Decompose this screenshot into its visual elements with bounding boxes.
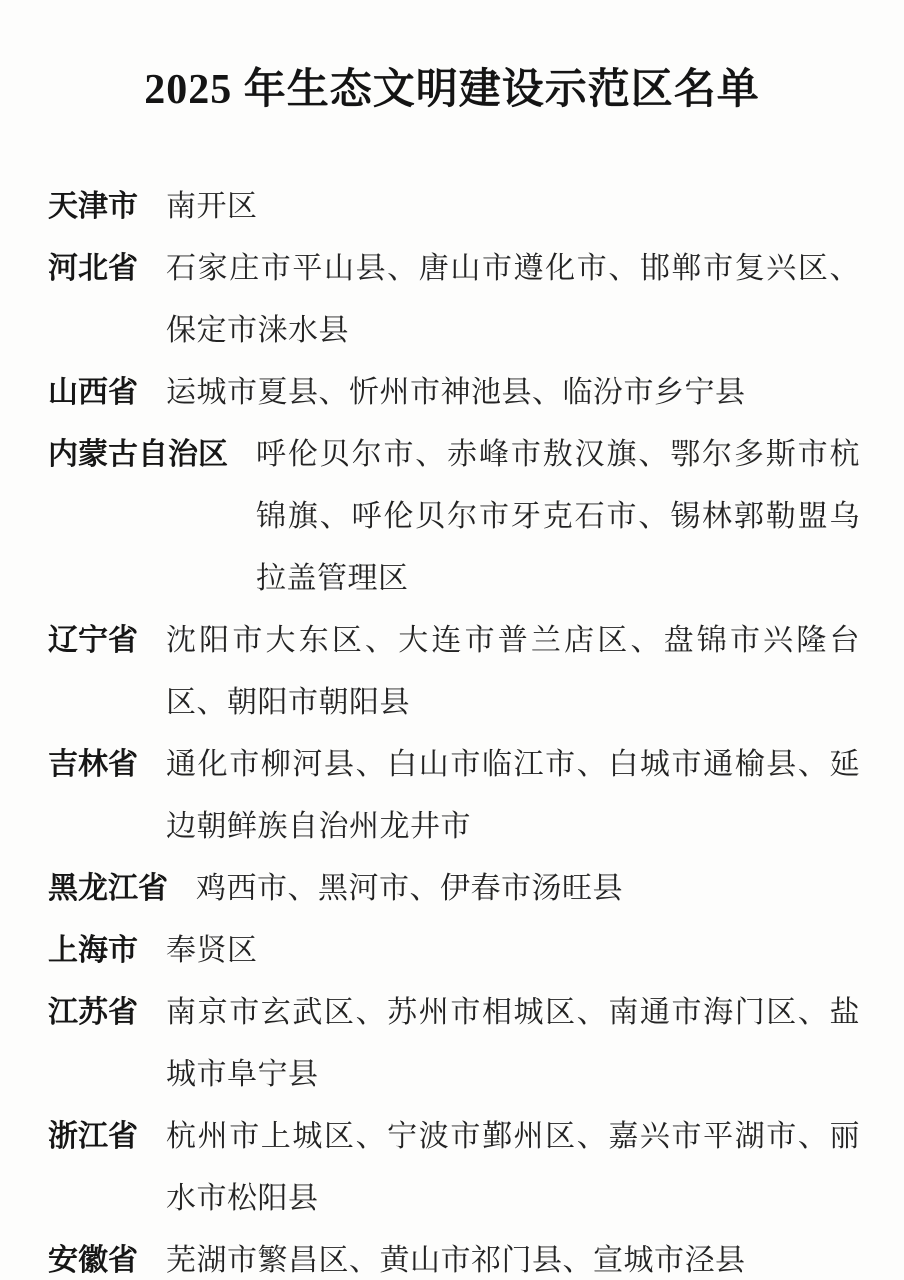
list-item	[48, 1106, 860, 1230]
list-item	[48, 734, 860, 858]
areas-text: 南开区	[166, 190, 258, 223]
region-label: 浙江省	[48, 1120, 138, 1153]
region-label: 安徽省	[48, 1244, 138, 1277]
region-label: 河北省	[48, 252, 138, 285]
region-label: 辽宁省	[48, 624, 138, 657]
areas-text: 南京市玄武区、苏州市相城区、南通市海门区、盐城市阜宁县	[166, 996, 860, 1091]
region-label: 内蒙古自治区	[48, 438, 228, 471]
list-item	[48, 610, 860, 734]
list-item	[48, 238, 860, 362]
list-item	[48, 424, 860, 610]
region-label: 山西省	[48, 376, 138, 409]
region-label: 江苏省	[48, 996, 138, 1029]
list-item	[48, 1230, 860, 1280]
region-label: 天津市	[48, 190, 138, 223]
areas-text: 呼伦贝尔市、赤峰市敖汉旗、鄂尔多斯市杭锦旗、呼伦贝尔市牙克石市、锡林郭勒盟乌拉盖管理区	[256, 438, 860, 595]
areas-text: 鸡西市、黑河市、伊春市汤旺县	[196, 872, 623, 905]
areas-text: 通化市柳河县、白山市临江市、白城市通榆县、延边朝鲜族自治州龙井市	[166, 748, 860, 843]
region-label: 上海市	[48, 934, 138, 967]
page-title: 2025 年生态文明建设示范区名单	[144, 67, 760, 113]
list-item	[48, 362, 860, 424]
areas-text: 杭州市上城区、宁波市鄞州区、嘉兴市平湖市、丽水市松阳县	[166, 1120, 860, 1215]
areas-text: 沈阳市大东区、大连市普兰店区、盘锦市兴隆台区、朝阳市朝阳县	[166, 624, 860, 719]
areas-text: 芜湖市繁昌区、黄山市祁门县、宣城市泾县	[166, 1244, 746, 1277]
areas-text: 奉贤区	[166, 934, 258, 967]
areas-text: 石家庄市平山县、唐山市遵化市、邯郸市复兴区、保定市涞水县	[166, 252, 860, 347]
list-item	[48, 858, 860, 920]
list-item	[48, 982, 860, 1106]
region-label: 吉林省	[48, 748, 138, 781]
areas-text: 运城市夏县、忻州市神池县、临汾市乡宁县	[166, 376, 746, 409]
region-label: 黑龙江省	[48, 872, 168, 905]
region-list	[48, 176, 860, 1280]
list-item	[48, 920, 860, 982]
list-item	[48, 176, 860, 238]
